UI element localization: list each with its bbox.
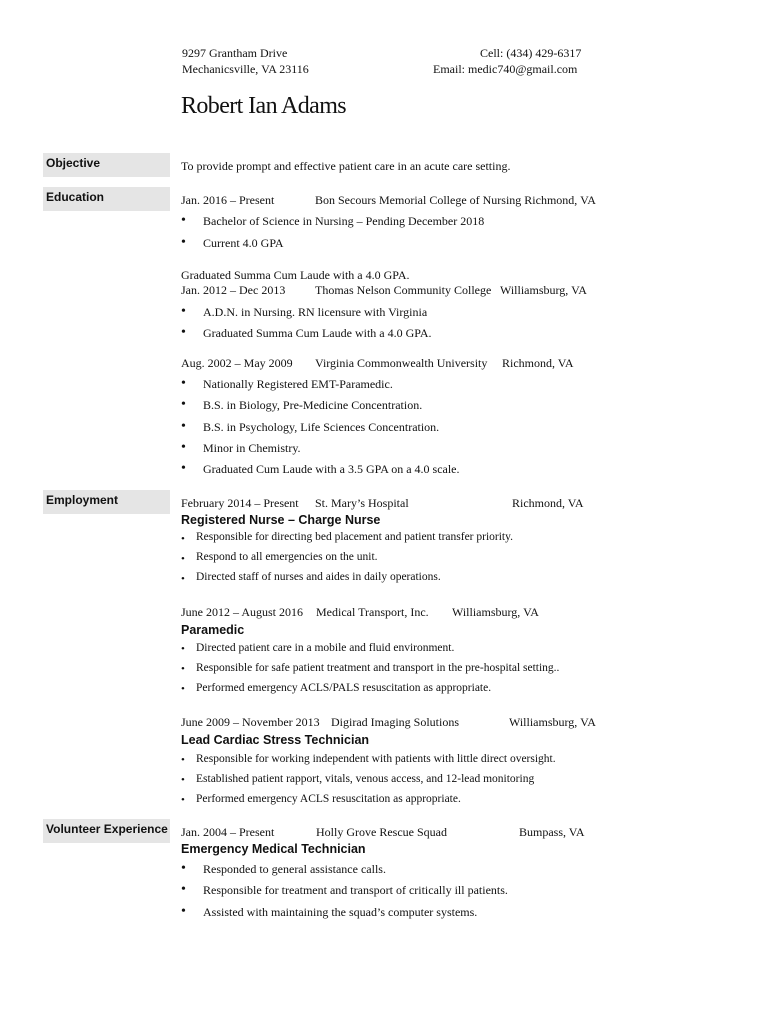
job-3-dates: June 2009 – November 2013 [181, 715, 320, 729]
education-2-location: Williamsburg, VA [500, 283, 587, 297]
job-1-bullet: Responsible for directing bed placement and patient transfer priority. [196, 531, 513, 543]
bullet-icon: • [181, 235, 186, 250]
education-1-bullet: Current 4.0 GPA [203, 236, 284, 250]
job-3-bullet: Performed emergency ACLS resuscitation as appropriate. [196, 793, 461, 805]
job-1-employer: St. Mary’s Hospital [315, 496, 409, 510]
education-1-note: Graduated Summa Cum Laude with a 4.0 GPA. [181, 268, 410, 282]
education-3-bullet: Nationally Registered EMT-Paramedic. [203, 377, 393, 391]
section-label-education: Education [43, 187, 170, 211]
education-1-bullet: Bachelor of Science in Nursing – Pending December 2018 [203, 214, 485, 228]
job-1-location: Richmond, VA [512, 496, 584, 510]
education-3-bullet: Graduated Cum Laude with a 3.5 GPA on a 4.0 scale. [203, 462, 460, 476]
job-1-dates: February 2014 – Present [181, 496, 299, 510]
bullet-icon: • [181, 461, 186, 476]
job-2-dates: June 2012 – August 2016 [181, 605, 304, 619]
bullet-icon: • [181, 419, 186, 434]
job-2-bullet: Responsible for safe patient treatment and transport in the pre-hospital setting.. [196, 662, 560, 674]
section-label-employment: Employment [43, 490, 170, 514]
education-3-location: Richmond, VA [502, 356, 574, 370]
job-1-title: Registered Nurse – Charge Nurse [181, 513, 381, 527]
job-2-title: Paramedic [181, 623, 245, 637]
bullet-icon: • [181, 794, 185, 806]
bullet-icon: • [181, 573, 185, 585]
education-2-bullet: A.D.N. in Nursing. RN licensure with Virginia [203, 305, 428, 319]
cell-phone: Cell: (434) 429-6317 [480, 46, 582, 60]
bullet-icon: • [181, 663, 185, 675]
job-3-title: Lead Cardiac Stress Technician [181, 733, 370, 747]
job-2-bullet: Performed emergency ACLS/PALS resuscitation as appropriate. [196, 682, 492, 694]
job-2-location: Williamsburg, VA [452, 605, 539, 619]
bullet-icon: • [181, 397, 186, 412]
volunteer-1-bullet: Responded to general assistance calls. [203, 862, 386, 876]
job-2-bullet: Directed patient care in a mobile and fluid environment. [196, 642, 455, 654]
bullet-icon: • [181, 774, 185, 786]
education-3-bullet: B.S. in Psychology, Life Sciences Concentration. [203, 420, 440, 434]
bullet-icon: • [181, 553, 185, 565]
email: Email: medic740@gmail.com [433, 62, 578, 76]
education-2-school: Thomas Nelson Community College [315, 283, 492, 297]
volunteer-1-bullet: Responsible for treatment and transport of critically ill patients. [203, 883, 508, 897]
bullet-icon: • [181, 683, 185, 695]
education-3-bullet: Minor in Chemistry. [203, 441, 301, 455]
volunteer-1-dates: Jan. 2004 – Present [181, 825, 275, 839]
volunteer-1-org: Holly Grove Rescue Squad [316, 825, 447, 839]
bullet-icon: • [181, 861, 186, 876]
objective-text: To provide prompt and effective patient care in an acute care setting. [181, 159, 511, 173]
volunteer-1-title: Emergency Medical Technician [181, 842, 366, 856]
education-3-bullet: B.S. in Biology, Pre-Medicine Concentration. [203, 398, 423, 412]
section-label-volunteer: Volunteer Experience [43, 819, 170, 843]
education-3-dates: Aug. 2002 – May 2009 [181, 356, 293, 370]
education-2-bullet: Graduated Summa Cum Laude with a 4.0 GPA. [203, 326, 432, 340]
bullet-icon: • [181, 213, 186, 228]
education-2-dates: Jan. 2012 – Dec 2013 [181, 283, 286, 297]
job-3-employer: Digirad Imaging Solutions [331, 715, 459, 729]
address-line-1: 9297 Grantham Drive [182, 46, 288, 60]
job-2-employer: Medical Transport, Inc. [316, 605, 429, 619]
volunteer-1-bullet: Assisted with maintaining the squad’s computer systems. [203, 905, 478, 919]
bullet-icon: • [181, 754, 185, 766]
bullet-icon: • [181, 904, 186, 919]
education-1-dates: Jan. 2016 – Present [181, 193, 275, 207]
bullet-icon: • [181, 882, 186, 897]
bullet-icon: • [181, 325, 186, 340]
address-line-2: Mechanicsville, VA 23116 [182, 62, 309, 76]
bullet-icon: • [181, 533, 185, 545]
job-3-bullet: Responsible for working independent with patients with little direct oversight. [196, 753, 556, 765]
section-label-objective: Objective [43, 153, 170, 177]
job-1-bullet: Respond to all emergencies on the unit. [196, 551, 378, 563]
bullet-icon: • [181, 304, 186, 319]
applicant-name: Robert Ian Adams [181, 93, 347, 119]
job-3-bullet: Established patient rapport, vitals, venous access, and 12-lead monitoring [196, 773, 535, 785]
job-3-location: Williamsburg, VA [509, 715, 596, 729]
education-1-school: Bon Secours Memorial College of Nursing Richmond, VA [315, 193, 596, 207]
bullet-icon: • [181, 440, 186, 455]
job-1-bullet: Directed staff of nurses and aides in daily operations. [196, 571, 441, 583]
bullet-icon: • [181, 643, 185, 655]
bullet-icon: • [181, 376, 186, 391]
volunteer-1-location: Bumpass, VA [519, 825, 585, 839]
education-3-school: Virginia Commonwealth University [315, 356, 488, 370]
